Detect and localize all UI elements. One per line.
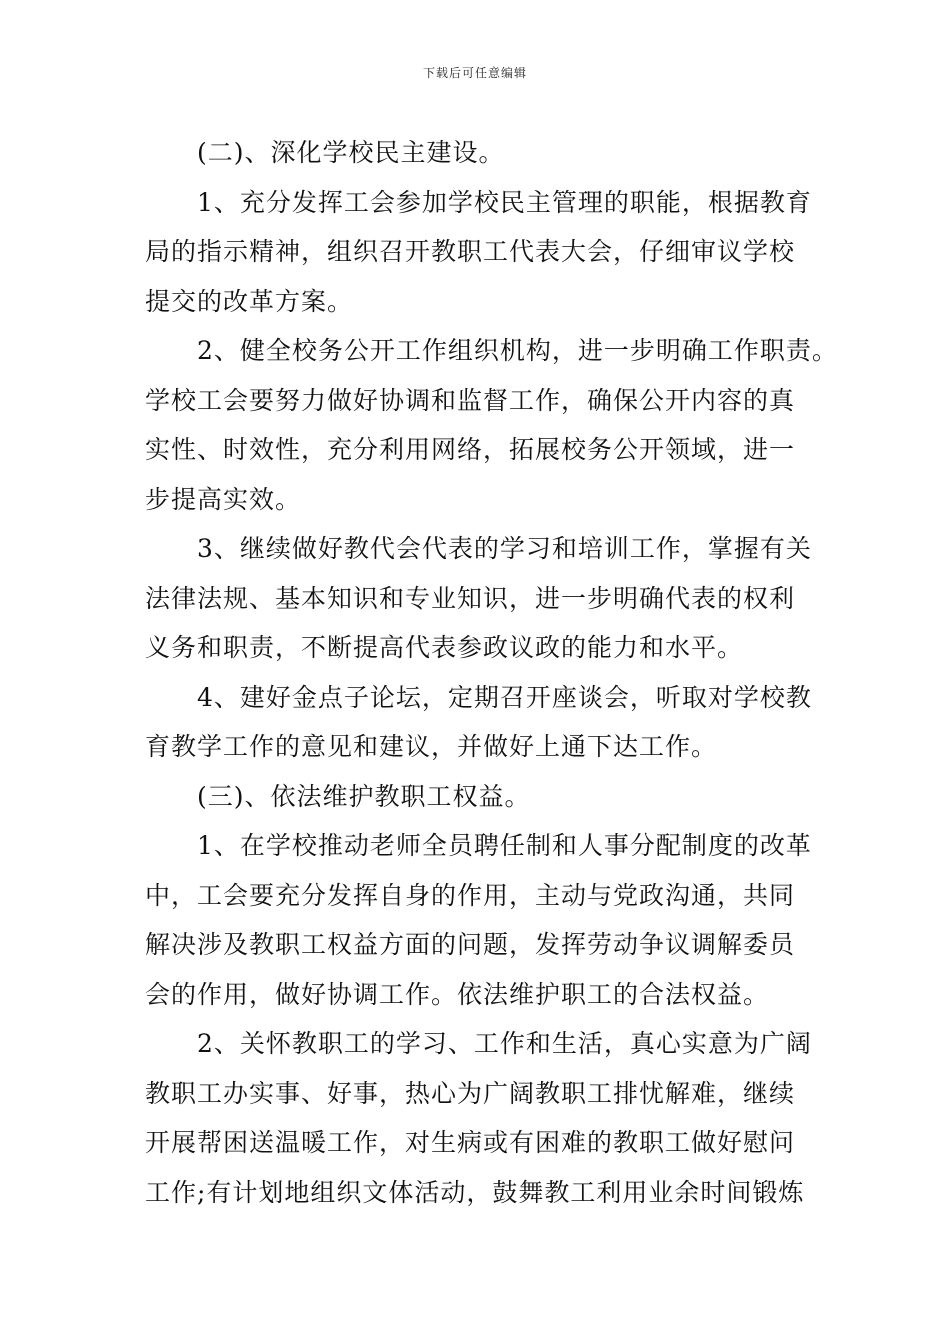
page-header: 下载后可任意编辑 bbox=[422, 66, 527, 80]
section-heading: (三)、依法维护教职工权益。 bbox=[197, 781, 531, 811]
paragraph-line: 解决涉及教职工权益方面的问题，发挥劳动争议调解委员 bbox=[145, 930, 796, 959]
paragraph-line: 4、建好金点子论坛，定期召开座谈会，听取对学校教 bbox=[197, 682, 812, 712]
paragraph-line: 法律法规、基本知识和专业知识，进一步明确代表的权利 bbox=[145, 583, 796, 613]
paragraph-line: 开展帮困送温暖工作，对生病或有困难的教职工做好慰问 bbox=[145, 1128, 796, 1157]
paragraph-line: 教职工办实事、好事，热心为广阔教职工排忧解难，继续 bbox=[145, 1078, 796, 1108]
section-heading: (二)、深化学校民主建设。 bbox=[197, 138, 505, 167]
paragraph-line: 局的指示精神，组织召开教职工代表大会，仔细审议学校 bbox=[145, 237, 796, 266]
paragraph-line: 步提高实效。 bbox=[145, 484, 302, 514]
paragraph-line: 实性、时效性，充分利用网络，拓展校务公开领域，进一 bbox=[145, 435, 796, 464]
paragraph-line: 1、充分发挥工会参加学校民主管理的职能，根据教育 bbox=[197, 187, 812, 217]
paragraph-line: 义务和职责，不断提高代表参政议政的能力和水平。 bbox=[145, 633, 744, 662]
paragraph-line: 中，工会要充分发挥自身的作用，主动与党政沟通，共同 bbox=[145, 880, 796, 910]
document-body bbox=[145, 128, 838, 1217]
paragraph-line: 1、在学校推动老师全员聘任制和人事分配制度的改革 bbox=[197, 831, 812, 860]
paragraph-line: 育教学工作的意见和建议，并做好上通下达工作。 bbox=[145, 732, 718, 761]
paragraph-line: 学校工会要努力做好协调和监督工作，确保公开内容的真 bbox=[145, 385, 796, 415]
paragraph-line: 提交的改革方案。 bbox=[145, 286, 354, 316]
paragraph-line: 2、关怀教职工的学习、工作和生活，真心实意为广阔 bbox=[197, 1029, 812, 1058]
paragraph-line: 工作;有计划地组织文体活动，鼓舞教工利用业余时间锻炼 bbox=[145, 1177, 805, 1207]
paragraph-line: 会的作用，做好协调工作。依法维护职工的合法权益。 bbox=[145, 979, 770, 1009]
paragraph-line: 2、健全校务公开工作组织机构，进一步明确工作职责。 bbox=[197, 336, 838, 365]
paragraph-line: 3、继续做好教代会代表的学习和培训工作，掌握有关 bbox=[197, 534, 812, 563]
